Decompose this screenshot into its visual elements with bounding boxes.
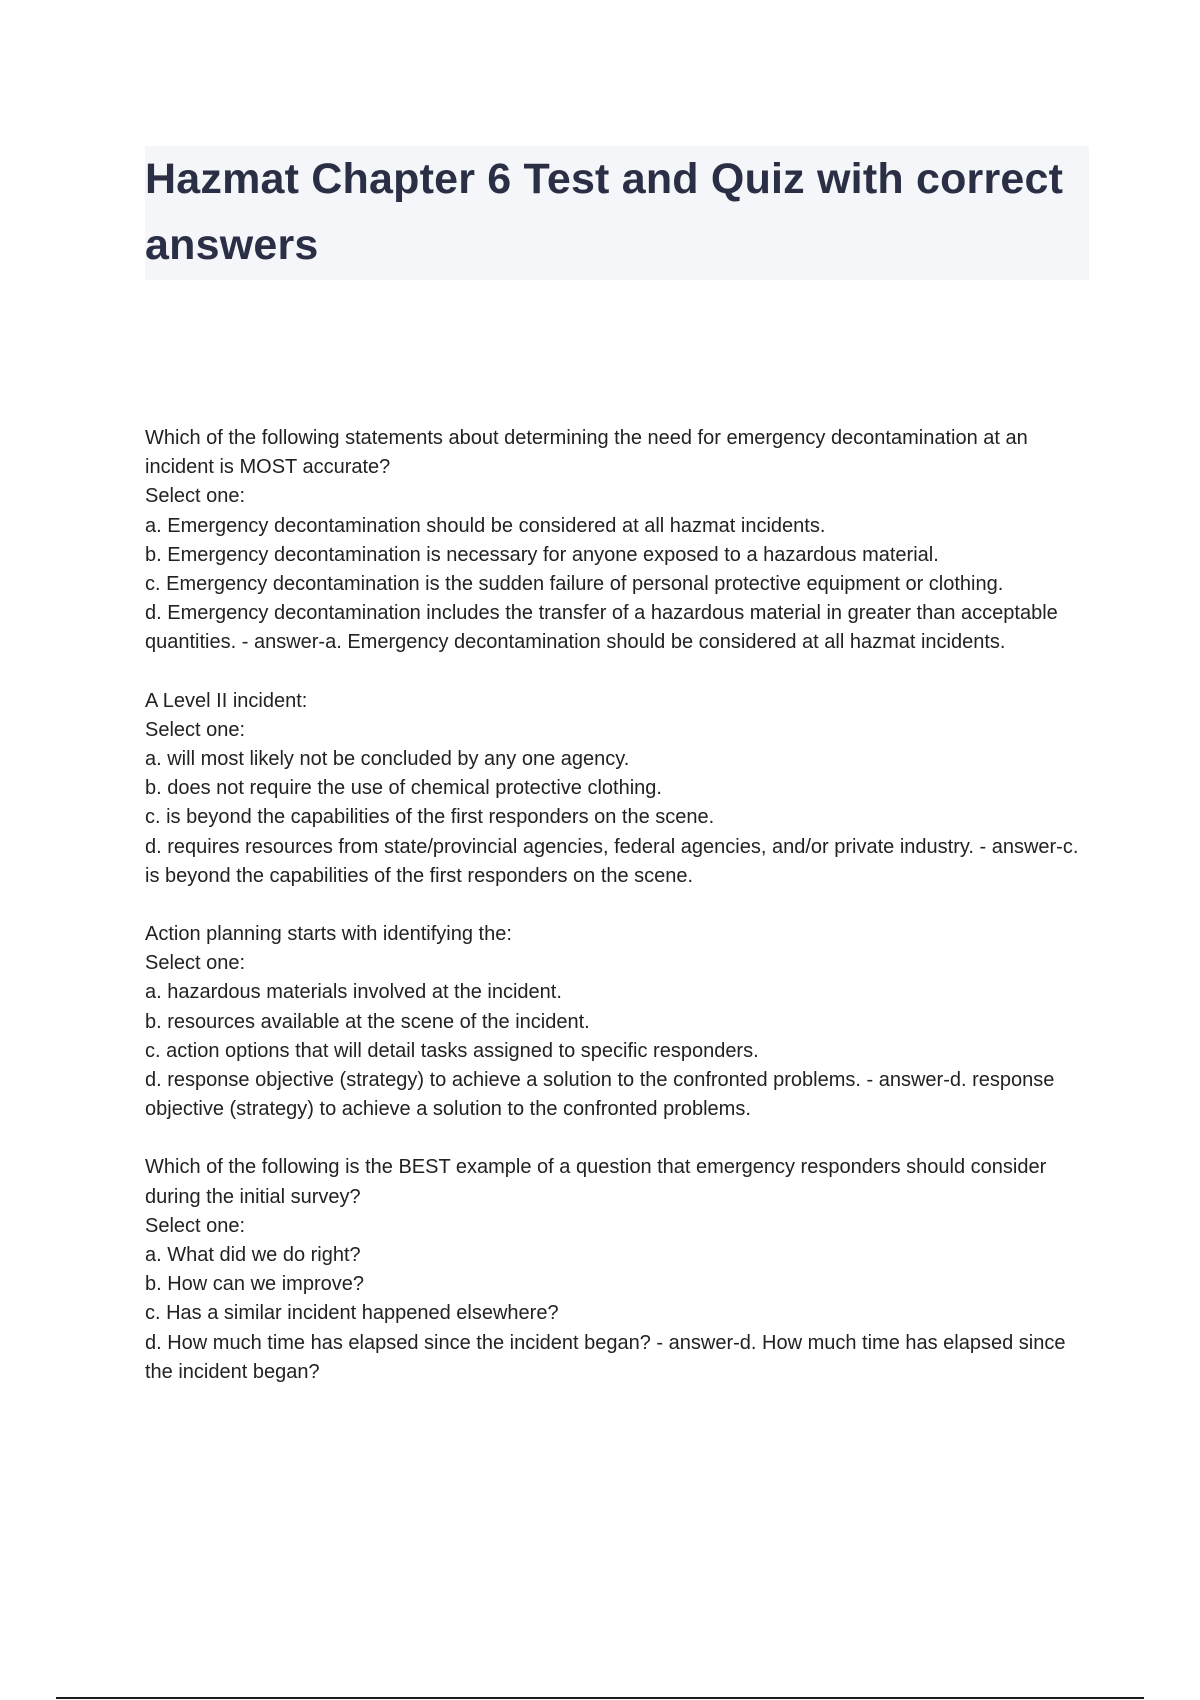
option-d-with-answer: d. requires resources from state/provincial agencies, federal agencies, and/or private industry. - answer-c. is beyond the capabilities of the first responders on the scene. <box>145 835 1079 887</box>
quiz-content <box>145 424 1085 1416</box>
option-d-with-answer: d. Emergency decontamination includes the transfer of a hazardous material in greater than acceptable quantities. - answer-a. Emergency decontamination should be considered at all hazmat incidents. <box>145 602 1058 654</box>
option-c: c. is beyond the capabilities of the first responders on the scene. <box>145 806 715 829</box>
select-one-label: Select one: <box>145 718 246 741</box>
option-c: c. action options that will detail tasks assigned to specific responders. <box>145 1039 759 1062</box>
question-block <box>145 687 1085 891</box>
title-banner <box>145 146 1089 280</box>
option-b: b. does not require the use of chemical protective clothing. <box>145 777 662 800</box>
question-block <box>145 424 1085 658</box>
option-a: a. hazardous materials involved at the incident. <box>145 981 562 1004</box>
question-stem: A Level II incident: <box>145 689 308 712</box>
option-c: c. Emergency decontamination is the sudden failure of personal protective equipment or clothing. <box>145 573 1004 596</box>
question-stem: Action planning starts with identifying the: <box>145 923 512 946</box>
option-d-with-answer: d. How much time has elapsed since the incident began? - answer-d. How much time has elapsed since the incident began? <box>145 1331 1066 1383</box>
option-b: b. resources available at the scene of the incident. <box>145 1010 590 1033</box>
select-one-label: Select one: <box>145 1214 246 1237</box>
footer-divider <box>56 1697 1144 1699</box>
document-title: Hazmat Chapter 6 Test and Quiz with correct answers <box>145 155 1064 269</box>
question-block <box>145 920 1085 1124</box>
option-a: a. What did we do right? <box>145 1244 361 1267</box>
question-block <box>145 1153 1085 1387</box>
question-stem: Which of the following statements about determining the need for emergency decontamination at an incident is MOST accurate? <box>145 427 1028 479</box>
question-stem: Which of the following is the BEST example of a question that emergency responders should consider during the initial survey? <box>145 1156 1047 1208</box>
option-b: b. How can we improve? <box>145 1273 364 1296</box>
option-b: b. Emergency decontamination is necessary for anyone exposed to a hazardous material. <box>145 543 939 566</box>
option-a: a. will most likely not be concluded by any one agency. <box>145 748 630 771</box>
select-one-label: Select one: <box>145 952 246 975</box>
option-d-with-answer: d. response objective (strategy) to achieve a solution to the confronted problems. - answer-d. response objective (strategy) to achieve a solution to the confronted problems. <box>145 1069 1055 1121</box>
option-a: a. Emergency decontamination should be considered at all hazmat incidents. <box>145 514 826 537</box>
option-c: c. Has a similar incident happened elsewhere? <box>145 1302 559 1325</box>
select-one-label: Select one: <box>145 485 246 508</box>
